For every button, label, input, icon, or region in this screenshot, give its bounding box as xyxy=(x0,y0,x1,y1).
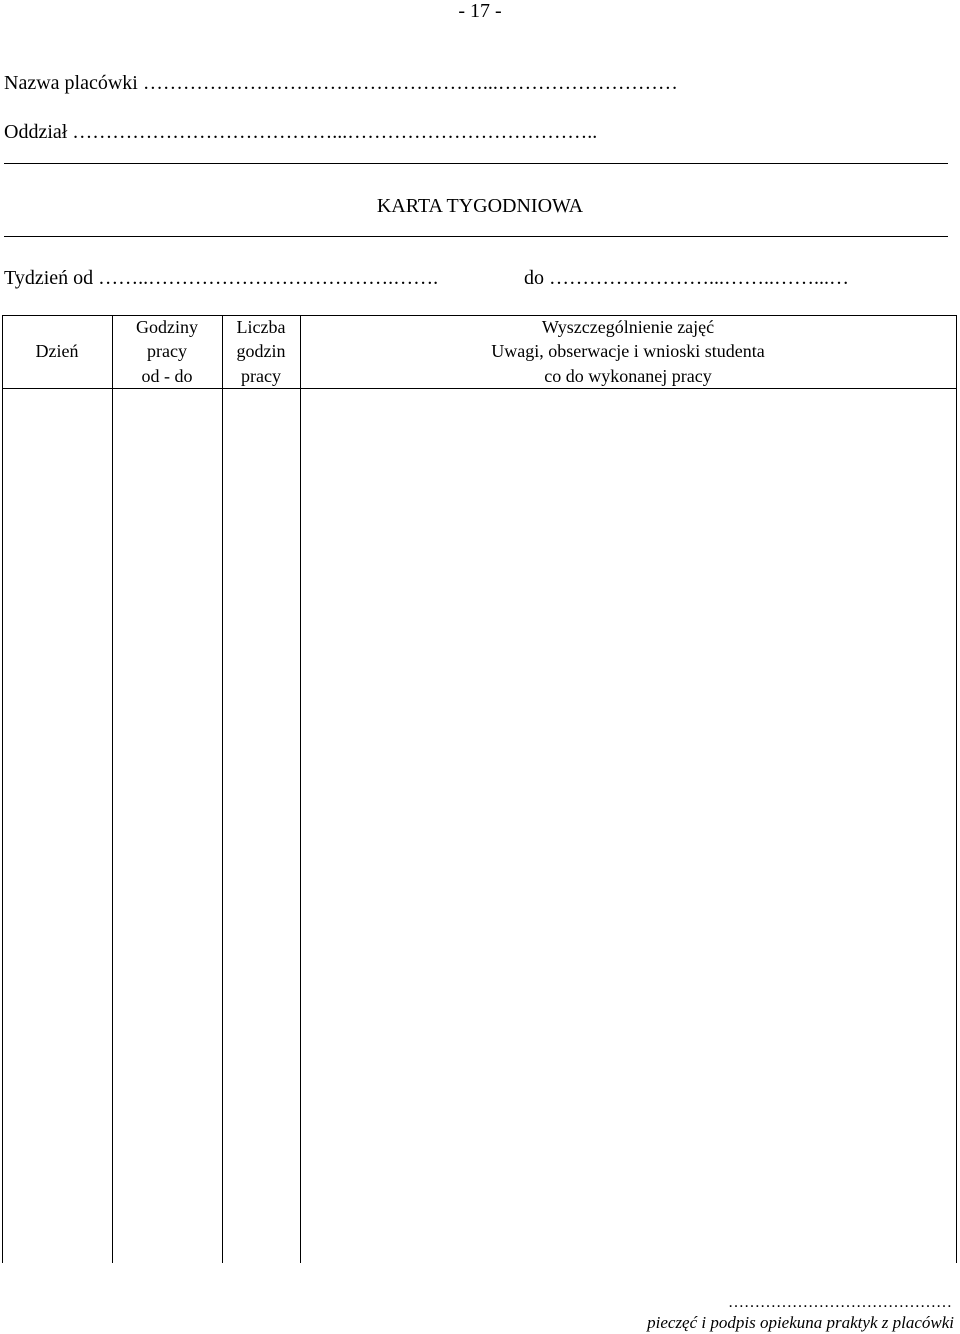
header-hours-count-line-3: pracy xyxy=(241,365,281,386)
header-work-hours-line-2: pracy xyxy=(147,341,187,362)
week-to-field: do ……………………...……..……...… xyxy=(524,267,849,289)
signature-line: …………………………………… xyxy=(728,1294,952,1311)
header-hours-count xyxy=(222,315,300,388)
header-activities-line-2: Uwagi, obserwacje i wnioski studenta xyxy=(491,341,765,362)
signature-caption: pieczęć i podpis opiekuna praktyk z placówki xyxy=(647,1313,954,1332)
header-activities-line-1: Wyszczególnienie zajęć xyxy=(541,316,715,337)
page-number: - 17 - xyxy=(458,0,502,22)
header-hours-count-line-1: Liczba xyxy=(236,316,286,337)
table-right-border xyxy=(956,315,957,1263)
table-left-border xyxy=(2,315,3,1263)
week-from-field: Tydzień od ……..……………………………….……. xyxy=(4,267,439,289)
department-field: Oddział …………………………………...……………………………….. xyxy=(4,121,598,143)
column-divider-1 xyxy=(112,315,113,1263)
header-day xyxy=(2,315,112,388)
header-hours-count-line-2: godzin xyxy=(236,341,286,362)
header-activities xyxy=(300,315,956,388)
header-activities-line-3: co do wykonanej pracy xyxy=(544,365,712,386)
header-work-hours xyxy=(112,315,222,388)
facility-name-field: Nazwa placówki ……………………………………………...……………………… xyxy=(4,72,678,94)
column-divider-3 xyxy=(300,315,301,1263)
page-title: KARTA TYGODNIOWA xyxy=(376,195,584,217)
header-work-hours-line-3: od - do xyxy=(141,365,193,386)
title-divider xyxy=(4,236,948,237)
column-divider-2 xyxy=(222,315,223,1263)
top-divider xyxy=(4,163,948,164)
header-day-line-1: Dzień xyxy=(35,341,79,362)
header-work-hours-line-1: Godziny xyxy=(136,316,198,337)
weekly-table xyxy=(2,315,957,1263)
